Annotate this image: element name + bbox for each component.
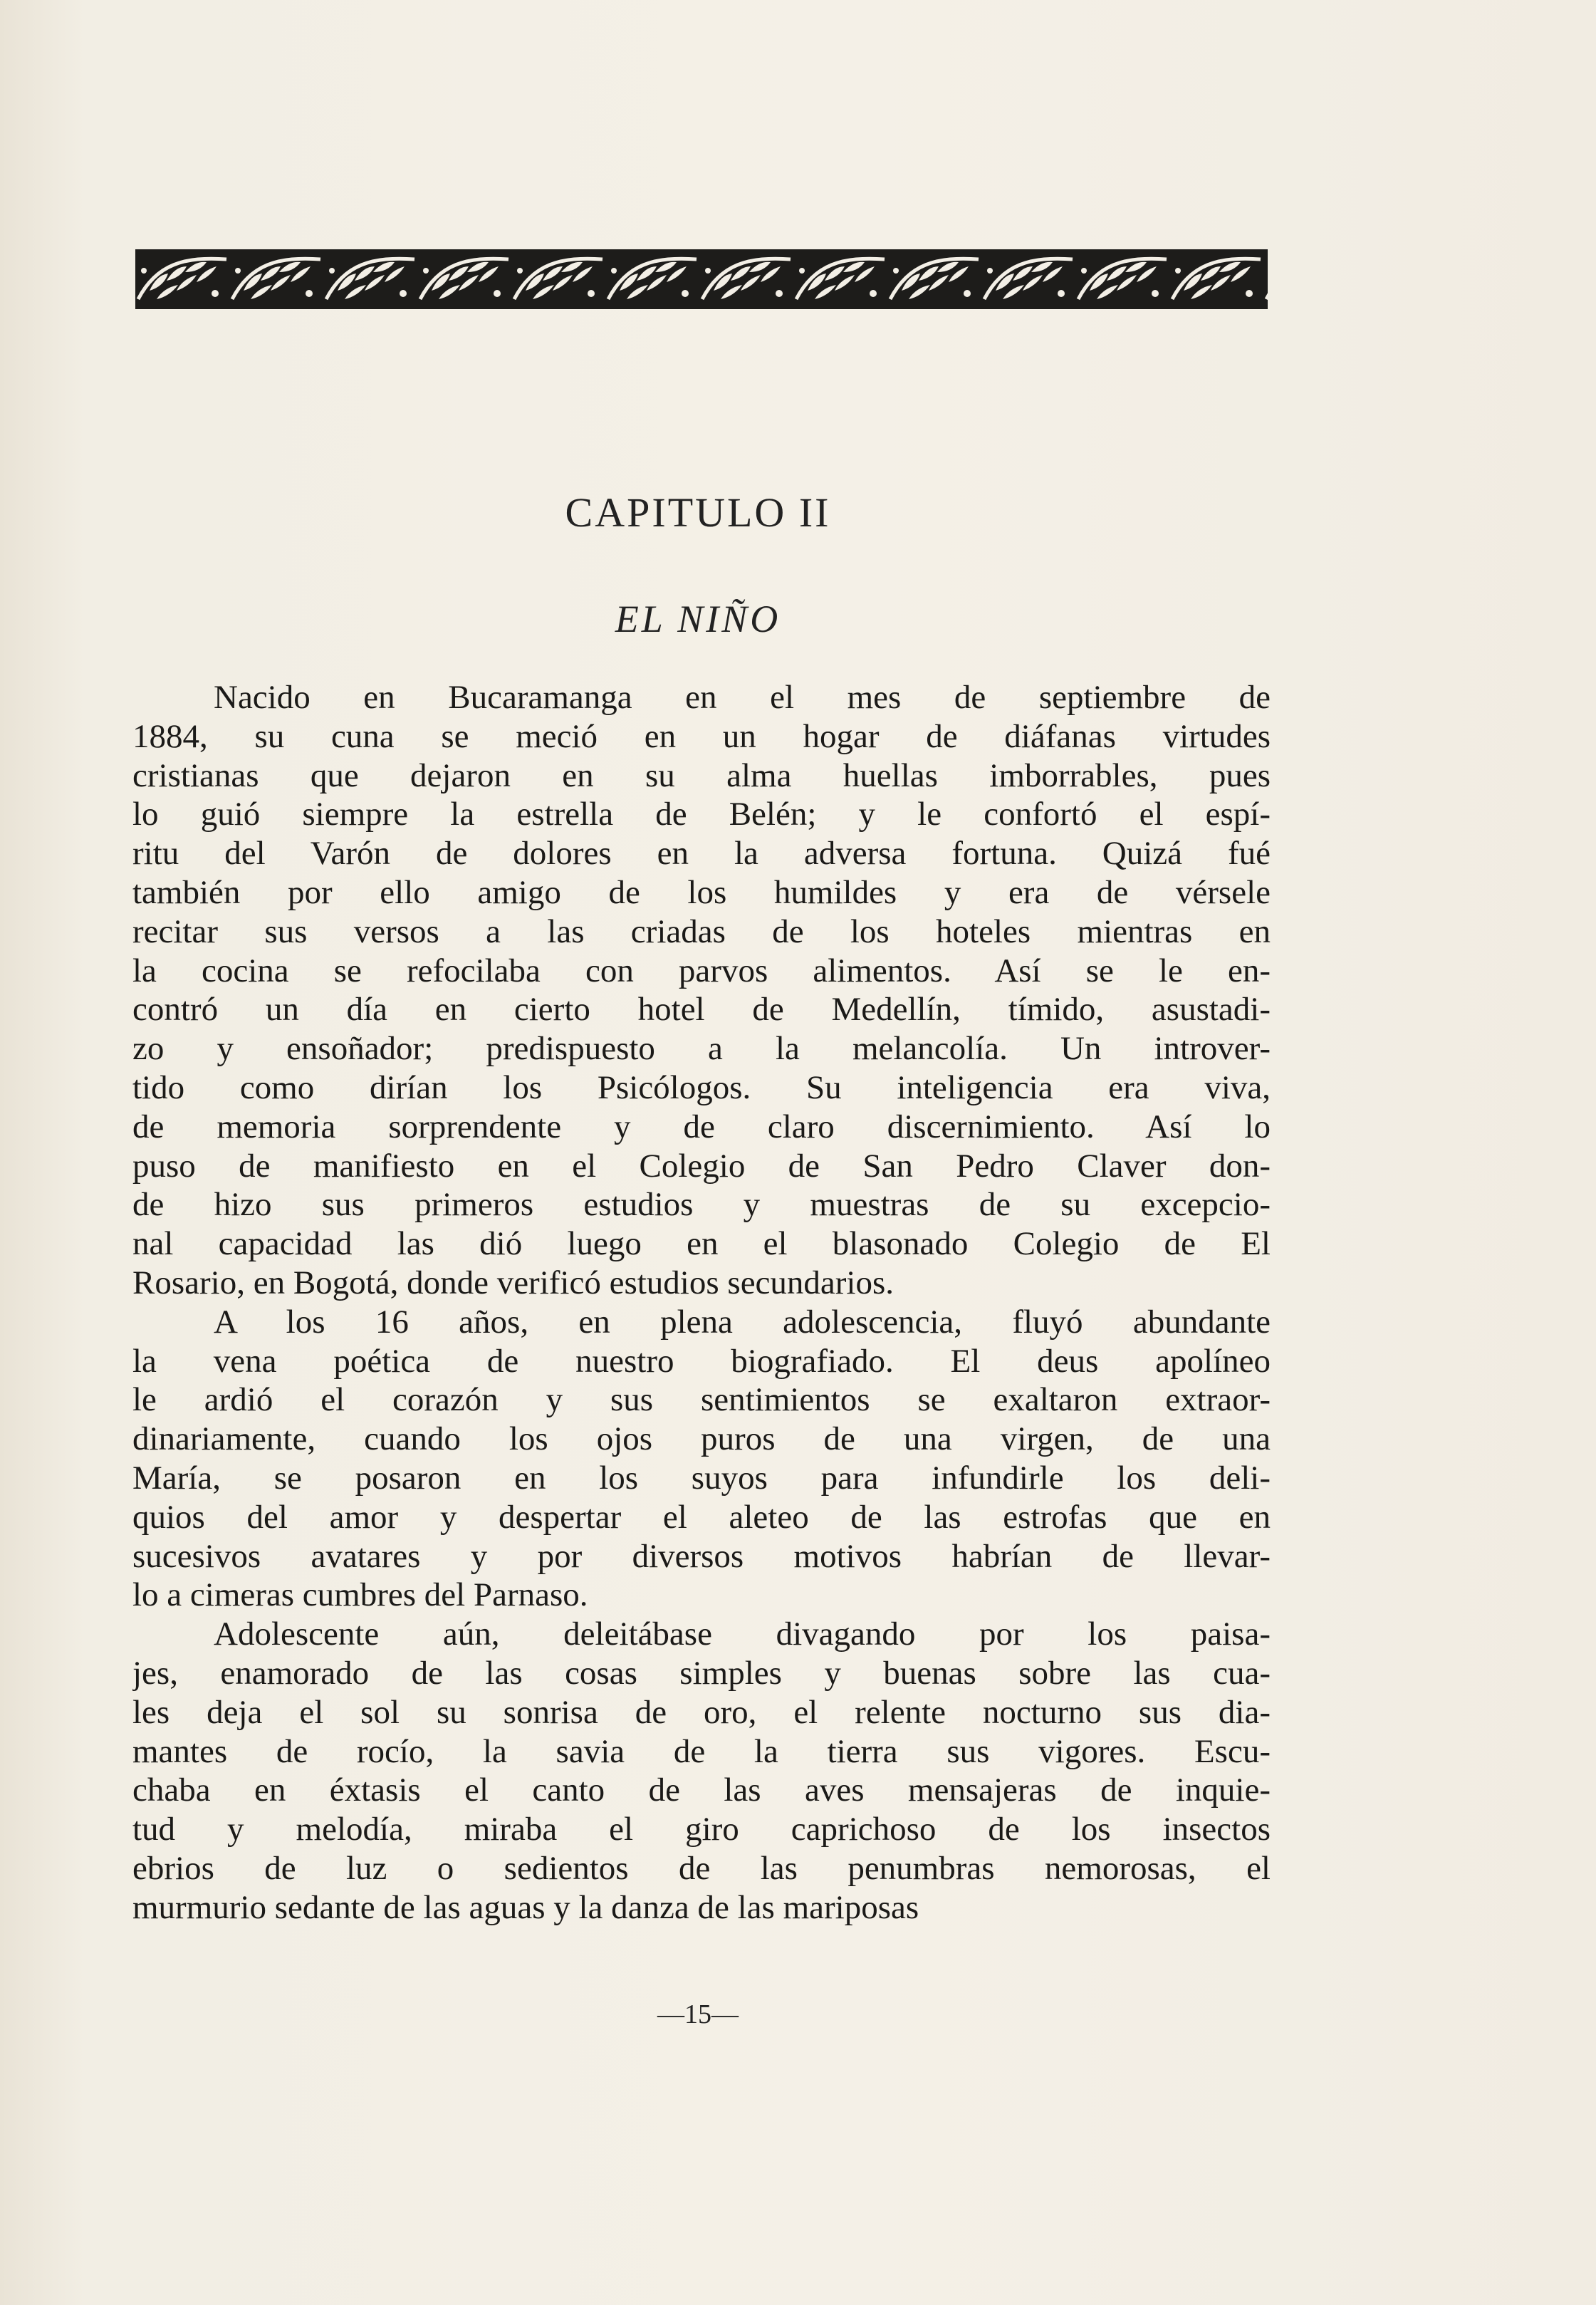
text-line: dinariamente, cuando los ojos puros de una virgen, de una — [132, 1420, 1271, 1458]
text-line: ebrios de luz o sedientos de las penumbras nemorosas, el — [132, 1849, 1271, 1887]
text-line: contró un día en cierto hotel de Medellín, tímido, asustadi- — [132, 991, 1271, 1029]
text-line: tido como dirían los Psicólogos. Su inteligencia era viva, — [132, 1068, 1271, 1106]
text-line: la cocina se refocilaba con parvos alimentos. Así se le en- — [132, 952, 1271, 989]
paragraph — [132, 1615, 1271, 1927]
text-line: la vena poética de nuestro biografiado. El deus apolíneo — [132, 1342, 1271, 1380]
text-line: cristianas que dejaron en su alma huellas imborrables, pues — [132, 756, 1271, 794]
text-line: murmurio sedante de las aguas y la danza de las mariposas — [132, 1888, 919, 1926]
text-line: de memoria sorprendente y de claro discernimiento. Así lo — [132, 1108, 1271, 1145]
text-line: mantes de rocío, la savia de la tierra sus vigores. Escu- — [132, 1732, 1271, 1770]
page-number: —15— — [657, 1999, 739, 2029]
decorative-border-ornament — [135, 249, 1268, 309]
paragraph — [132, 1303, 1271, 1615]
text-line: A los 16 años, en plena adolescencia, fluyó abundante — [214, 1303, 1271, 1341]
text-line: 1884, su cuna se meció en un hogar de diáfanas virtudes — [132, 717, 1271, 755]
text-line: sucesivos avatares y por diversos motivos habrían de llevar- — [132, 1537, 1271, 1575]
text-line: les deja el sol su sonrisa de oro, el relente nocturno sus dia- — [132, 1693, 1271, 1731]
text-line: Adolescente aún, deleitábase divagando por los paisa- — [214, 1615, 1271, 1653]
text-line: recitar sus versos a las criadas de los hoteles mientras en — [132, 912, 1271, 950]
chapter-heading: CAPITULO II — [565, 489, 831, 536]
text-line: lo a cimeras cumbres del Parnaso. — [132, 1576, 588, 1614]
text-line: nal capacidad las dió luego en el blasonado Colegio de El — [132, 1225, 1271, 1263]
text-line: de hizo sus primeros estudios y muestras de su excepcio- — [132, 1186, 1271, 1224]
text-line: Rosario, en Bogotá, donde verificó estudios secundarios. — [132, 1264, 895, 1301]
body-text — [132, 678, 1271, 1927]
text-line: también por ello amigo de los humildes y era de vérsele — [132, 873, 1271, 911]
text-line: quios del amor y despertar el aleteo de las estrofas que en — [132, 1498, 1271, 1536]
paragraph — [132, 678, 1271, 1303]
text-line: zo y ensoñador; predispuesto a la melancolía. Un introver- — [132, 1030, 1271, 1068]
text-line: lo guió siempre la estrella de Belén; y le confortó el espí- — [132, 796, 1271, 833]
text-line: María, se posaron en los suyos para infundirle los deli- — [132, 1459, 1271, 1497]
text-line: Nacido en Bucaramanga en el mes de septiembre de — [214, 679, 1271, 716]
text-line: puso de manifiesto en el Colegio de San Pedro Claver don- — [132, 1147, 1271, 1185]
text-line: tud y melodía, miraba el giro caprichoso de los insectos — [132, 1811, 1271, 1848]
text-line: jes, enamorado de las cosas simples y buenas sobre las cua- — [132, 1654, 1271, 1692]
text-line: le ardió el corazón y sus sentimientos se exaltaron extraor- — [132, 1381, 1271, 1419]
chapter-subtitle: EL NIÑO — [615, 598, 781, 640]
text-line: ritu del Varón de dolores en la adversa fortuna. Quizá fué — [132, 835, 1271, 873]
text-line: chaba en éxtasis el canto de las aves mensajeras de inquie- — [132, 1771, 1271, 1809]
